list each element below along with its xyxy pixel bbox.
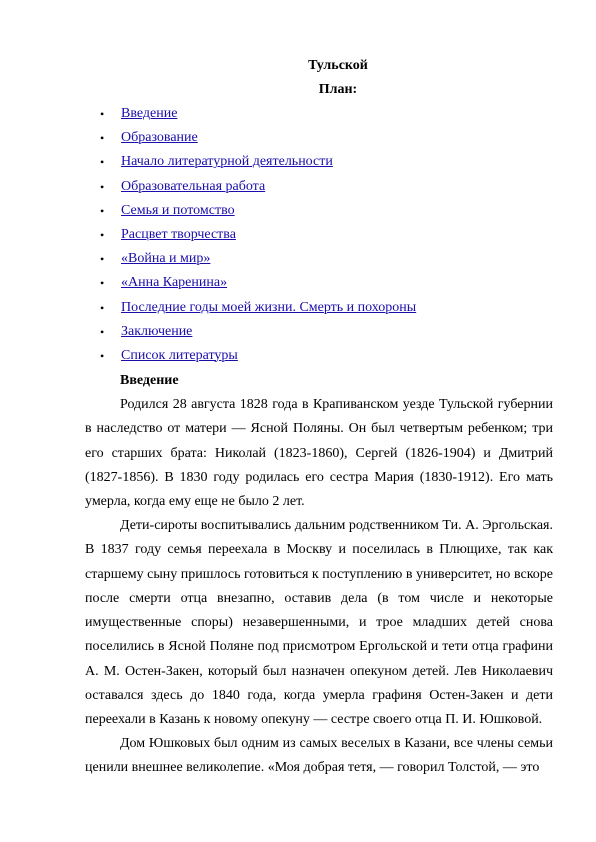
bullet-icon: • xyxy=(100,203,105,218)
paragraph-1 xyxy=(85,393,553,514)
toc-link-literary-start[interactable]: Начало литературной деятельности xyxy=(121,154,333,170)
toc-link-war-and-peace[interactable]: «Война и мир» xyxy=(121,251,211,267)
bullet-icon: • xyxy=(100,324,105,339)
bullet-icon: • xyxy=(100,300,105,315)
bullet-icon: • xyxy=(100,107,105,121)
bullet-icon: • xyxy=(100,179,105,194)
toc-item xyxy=(100,300,416,324)
bullet-icon: • xyxy=(100,155,105,170)
toc-link-education[interactable]: Образование xyxy=(121,130,198,146)
toc-item xyxy=(100,130,416,154)
toc-item xyxy=(100,203,416,227)
toc-item xyxy=(100,324,416,348)
toc-link-family[interactable]: Семья и потомство xyxy=(121,202,235,218)
toc-link-introduction[interactable]: Введение xyxy=(121,106,178,121)
toc-link-last-years[interactable]: Последние годы моей жизни. Смерть и похороны xyxy=(121,299,417,315)
toc-item xyxy=(100,348,416,372)
plan-heading: План: xyxy=(318,82,358,97)
bullet-icon: • xyxy=(100,276,105,291)
toc-item xyxy=(100,227,416,251)
toc-item xyxy=(100,154,416,178)
toc-item xyxy=(100,251,416,275)
toc-link-anna-karenina[interactable]: «Анна Каренина» xyxy=(121,275,228,291)
bullet-icon: • xyxy=(100,252,105,267)
paragraph-2 xyxy=(85,514,553,733)
toc-link-conclusion[interactable]: Заключение xyxy=(121,323,193,339)
paragraph-3 xyxy=(85,732,553,781)
paragraph-text: Родился 28 августа 1828 года в Крапиванском уезде Тульской губернии в наследство от матери — Ясной Поляны. Он был четвертым ребенком; три его старших брата: Николай (1823-1860), Сергей (1826-1904) и Дмитрий (1827-1856). В 1830 году родилась его сестра Мария (1830-1912). Его мать умерла, когда ему еще не было 2 лет. xyxy=(85,397,553,510)
paragraph-text: Дом Юшковых был одним из самых веселых в Казани, все члены семьи ценили внешнее великолепие. «Моя добрая тетя, — говорил Толстой, — это xyxy=(85,736,553,776)
bullet-icon: • xyxy=(100,348,105,363)
table-of-contents xyxy=(100,106,416,372)
bullet-icon: • xyxy=(100,227,105,242)
paragraph-text: Дети-сироты воспитывались дальним родственником Ти. А. Эргольская. В 1837 году семья переехала в Москву и поселилась в Плющихе, так как старшему сыну пришлось готовиться к поступлению в университет, но вскоре после смерти отца внезапно, оставив дела (в том числе и некоторые имущественные споры) незавершенными, и трое младших детей снова поселились в Ясной Поляне под присмотром Ергольской и тети отца графини А. М. Остен-Закен, который был назначен опекуном детей. Лев Николаевич оставался здесь до 1840 года, когда умерла графиня Остен-Закен и дети переехали в Казань к новому опекуну — сестре своего отца П. И. Юшковой. xyxy=(85,518,553,728)
toc-link-creative-peak[interactable]: Расцвет творчества xyxy=(121,226,236,242)
toc-item xyxy=(100,179,416,203)
toc-link-references[interactable]: Список литературы xyxy=(121,347,238,363)
document-title: Тульской xyxy=(308,58,368,73)
section-heading: Введение xyxy=(120,373,179,388)
toc-link-educational-work[interactable]: Образовательная работа xyxy=(121,178,266,194)
toc-item xyxy=(100,275,416,299)
bullet-icon: • xyxy=(100,131,105,146)
toc-item xyxy=(100,106,416,130)
